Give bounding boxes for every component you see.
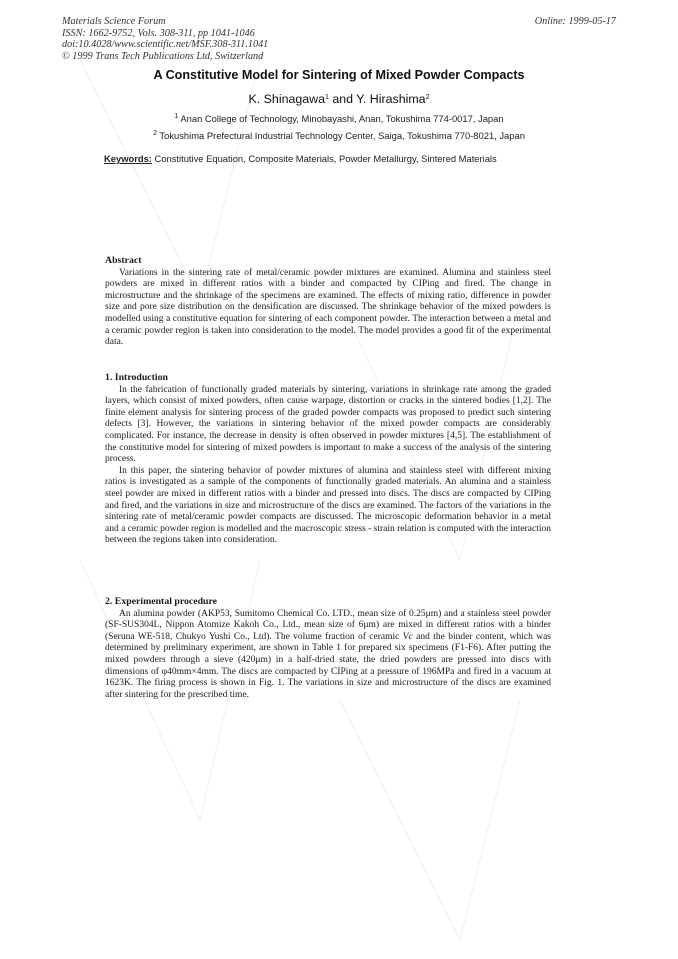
keywords xyxy=(104,153,497,164)
keywords-text: Constitutive Equation, Composite Materials, Powder Metallurgy, Sintered Materials xyxy=(151,153,497,164)
introduction-heading: 1. Introduction xyxy=(105,372,168,383)
doi-link[interactable]: doi:10.4028/www.scientific.net/MSF.308-311.1041 xyxy=(62,39,269,50)
experimental-text-a: An alumina powder (AKP53, Sumitomo Chemical Co. LTD., mean size of 0.25μm) and a stainless steel powder (SF-SUS304L, Nippon Atomize Kakoh Co., Ltd., mean size of 6μm) are mixed in different ratios with a binder (Seruna WE-518, Chukyo Yushi Co., Ltd). The volume fraction of ceramic xyxy=(105,608,551,642)
abstract-section xyxy=(105,255,551,349)
affiliation-2-text: Tokushima Prefectural Industrial Technology Center, Saiga, Tokushima 770-8021, Japan xyxy=(156,130,525,141)
experimental-text-b: and the binder content, which was determined by preliminary experiment, are shown in Table 1 for prepared six specimens (F1-F6). After putting the mixed powders through a sieve (420μm) in a half-dried state, the dried powders are pressed into discs with dimensions of φ40mm×4mm. The discs are compacted by CIPing at a pressure of 196MPa and fired in a vacuum at 1623K. The firing process is shown in Fig. 1. The variations in size and microstructure of the discs are examined after sintering for the prescribed time. xyxy=(105,631,552,700)
abstract-heading: Abstract xyxy=(105,255,142,266)
introduction-paragraph-2: In this paper, the sintering behavior of powder mixtures of alumina and stainless steel with different mixing ratios is investigated as a sample of the components of functionally graded materials. An alumina and a stainless steel powder are mixed in different ratios with a binder and pressed into discs. The discs are compacted by CIPing and fired, and the variations in size and microstructure of the discs are examined. The factors of the variations in the sintering rate of metal/ceramic powder compacts are discussed. The microscopic deformation behavior in a metal and a ceramic powder region is modelled and the macroscopic stress - strain relation is computed with the interaction between the regions taken into consideration. xyxy=(105,465,551,546)
author-line xyxy=(0,92,678,106)
affiliation-2 xyxy=(0,130,678,141)
author-2: Y. Hirashima xyxy=(356,92,426,106)
affiliation-1-text: Anan College of Technology, Minobayashi, Anan, Tokushima 774-0017, Japan xyxy=(178,113,504,124)
affiliation-1-mark: 1 xyxy=(174,113,179,120)
abstract-text: Variations in the sintering rate of metal/ceramic powder mixtures are examined. Alumina and stainless steel powders are mixed in different ratios with a binder and compacted by CIPing and fired. The change in microstructure and the shrinkage of the specimens are examined. The effects of mixing ratio, difference in powder size and pore size distribution on the densification are discussed. The shrinkage behavior of the mixed powders is modelled using a constitutive equation for sintering of each component powder. The interaction between a metal and a ceramic powder region is taken into consideration to the model. The model provides a good fit of the experimental data. xyxy=(105,267,551,348)
experimental-section xyxy=(105,596,551,701)
author-1-affiliation-mark: 1 xyxy=(324,94,329,101)
online-date: Online: 1999-05-17 xyxy=(534,16,616,27)
introduction-paragraph-1: In the fabrication of functionally graded materials by sintering, variations in shrinkage rate among the graded layers, which consist of mixed powders, often cause warpage, distortion or cracks in the sintered bodies [1,2]. The finite element analysis for sintering process of the graded powder compacts was proposed to predict such sintering defects [3]. However, the variations in sintering behavior of the mixed powder compacts are considerably complicated. For instance, the decrease in density is often observed in powder mixtures [4,5]. The establishment of the constitutive model for sintering of mixed powders is important to make a success of the analysis of the sintering process. xyxy=(105,384,551,465)
journal-name: Materials Science Forum xyxy=(62,16,166,27)
author-conjunction: and xyxy=(328,92,357,106)
paper-title: A Constitutive Model for Sintering of Mixed Powder Compacts xyxy=(153,68,525,82)
experimental-heading: 2. Experimental procedure xyxy=(105,596,218,607)
keywords-label: Keywords: xyxy=(104,153,152,164)
vc-symbol: Vc xyxy=(402,631,413,642)
introduction-section xyxy=(105,372,551,547)
affiliation-1 xyxy=(0,113,678,124)
author-2-affiliation-mark: 2 xyxy=(425,94,430,101)
copyright-line: © 1999 Trans Tech Publications Ltd, Switzerland xyxy=(62,50,264,62)
journal-metadata xyxy=(62,16,268,62)
experimental-paragraph-1 xyxy=(105,609,551,702)
author-1: K. Shinagawa xyxy=(248,92,325,106)
affiliation-2-mark: 2 xyxy=(153,130,157,137)
issn-line: ISSN: 1662-9752, Vols. 308-311, pp 1041-1046 xyxy=(62,27,255,39)
